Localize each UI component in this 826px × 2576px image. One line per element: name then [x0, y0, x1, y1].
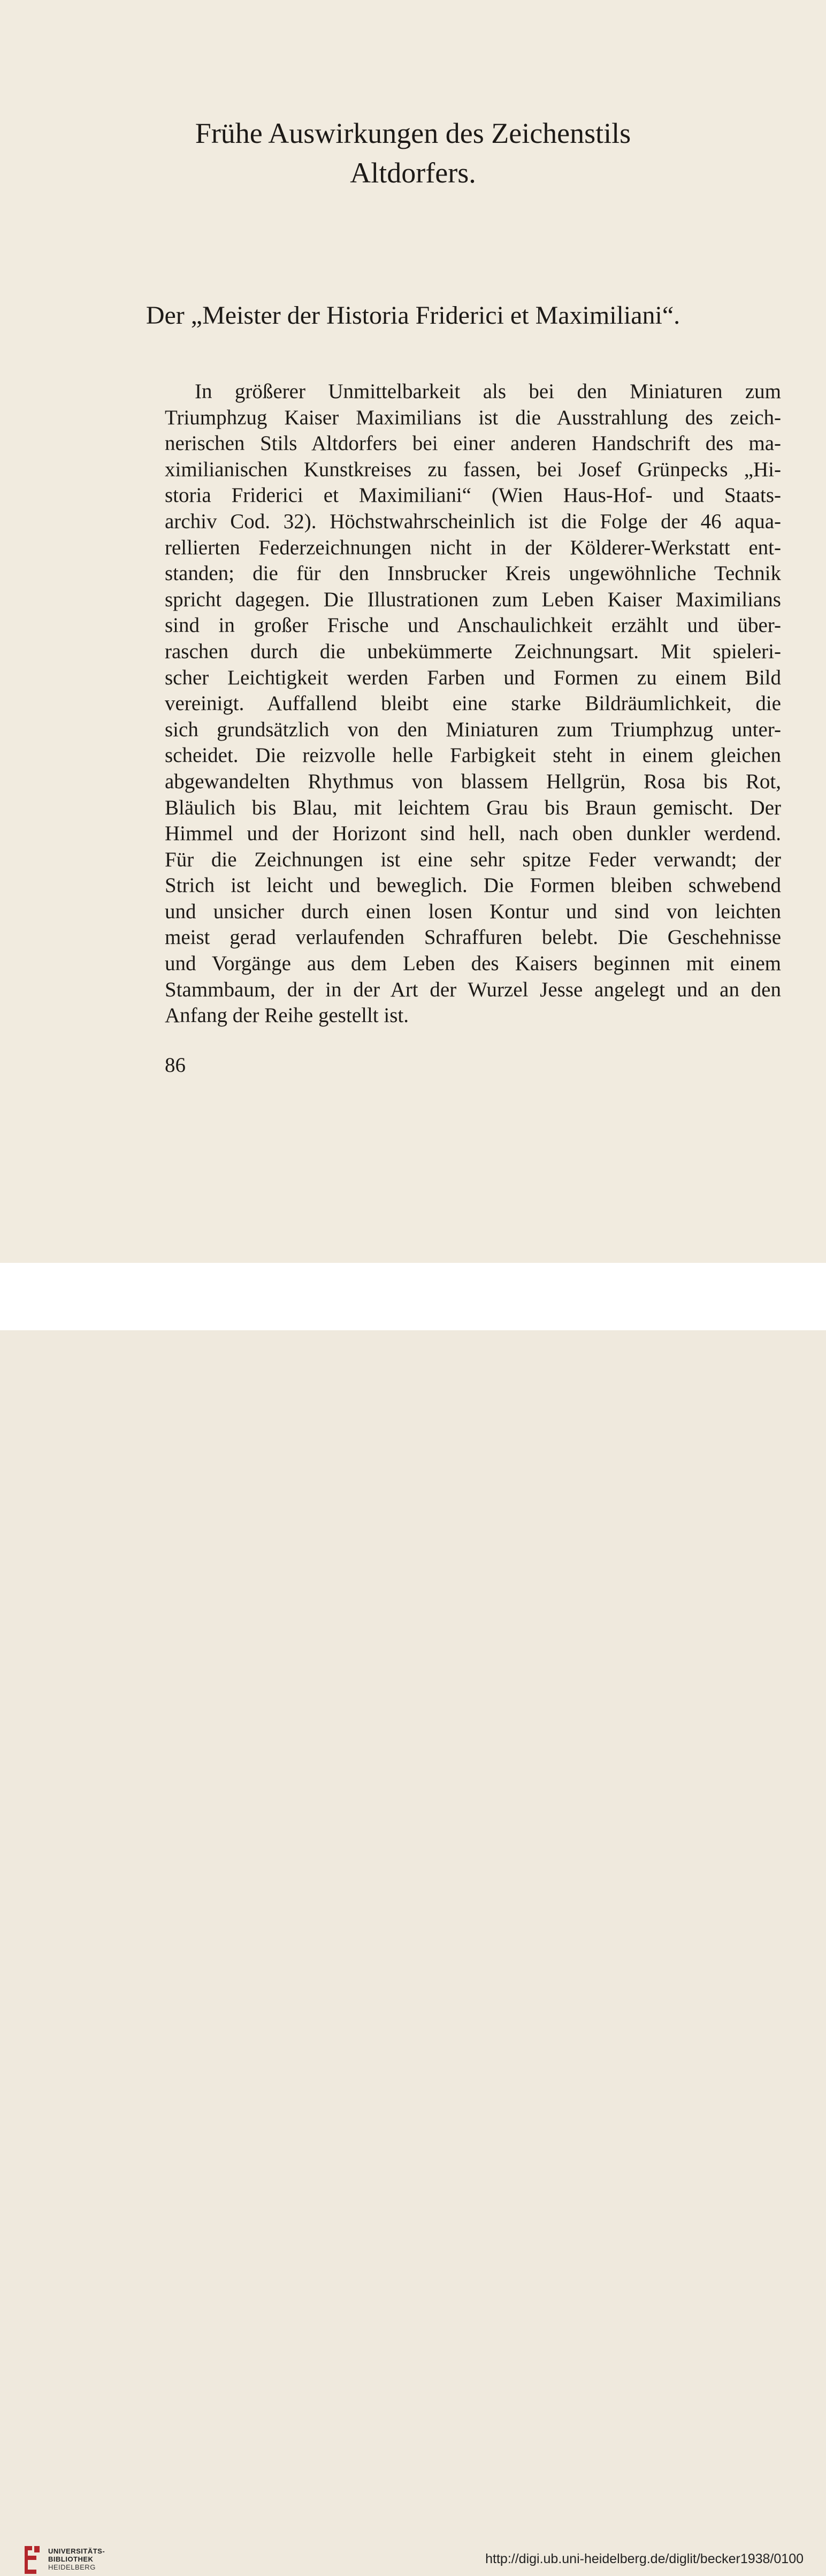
paragraph-line: scher Leichtigkeit werden Farben und Formen zu einem Bild — [165, 666, 781, 689]
paragraph-line: abgewandelten Rhythmus von blassem Hellgrün, Rosa bis Rot, — [165, 769, 781, 793]
paragraph-line: sind in großer Frische und Anschaulichkeit erzählt und über- — [165, 614, 781, 637]
chapter-title — [0, 113, 826, 193]
section-title: Der „Meister der Historia Friderici et Maximiliani“. — [146, 301, 680, 330]
paragraph-line: und unsicher durch einen losen Kontur und sind von leichten — [165, 900, 781, 923]
paragraph-line: vereinigt. Auffallend bleibt eine starke Bildräumlichkeit, die — [165, 692, 781, 715]
page-number: 86 — [165, 1054, 186, 1077]
paragraph-line: meist gerad verlaufenden Schraffuren belebt. Die Geschehnisse — [165, 926, 781, 949]
logo-line-2: BIBLIOTHEK — [48, 2555, 94, 2563]
paragraph-line: sich grundsätzlich von den Miniaturen zum Triumphzug unter- — [165, 718, 781, 741]
body-paragraph — [165, 379, 781, 1029]
library-logo-text — [48, 2547, 105, 2571]
library-logo-icon — [22, 2544, 42, 2576]
chapter-title-line-2: Altdorfers. — [350, 157, 476, 189]
paragraph-line: standen; die für den Innsbrucker Kreis ungewöhnliche Technik — [165, 562, 781, 585]
paragraph-line: In größerer Unmittelbarkeit als bei den Miniaturen zum — [195, 380, 781, 403]
paragraph-line: Strich ist leicht und beweglich. Die Formen bleiben schwebend — [165, 874, 781, 897]
paragraph-line: Stammbaum, der in der Art der Wurzel Jesse angelegt und an den — [165, 978, 781, 1001]
paragraph-line: scheidet. Die reizvolle helle Farbigkeit steht in einem gleichen — [165, 744, 781, 767]
scanned-page — [0, 0, 826, 1263]
paragraph-line: Anfang der Reihe gestellt ist. — [165, 1004, 409, 1027]
paragraph-line: Für die Zeichnungen ist eine sehr spitze Feder verwandt; der — [165, 848, 781, 871]
paragraph-line: ximilianischen Kunstkreises zu fassen, bei Josef Grünpecks „Hi- — [165, 458, 781, 481]
paragraph-line: raschen durch die unbekümmerte Zeichnungsart. Mit spieleri- — [165, 639, 781, 663]
paragraph-line: archiv Cod. 32). Höchstwahrscheinlich ist die Folge der 46 aqua- — [165, 509, 781, 533]
paragraph-line: und Vorgänge aus dem Leben des Kaisers beginnen mit einem — [165, 952, 781, 975]
paragraph-line: Himmel und der Horizont sind hell, nach oben dunkler werdend. — [165, 822, 781, 845]
paragraph-line: nerischen Stils Altdorfers bei einer anderen Handschrift des ma- — [165, 432, 781, 455]
paragraph-line: storia Friderici et Maximiliani“ (Wien Haus-Hof- und Staats- — [165, 484, 781, 507]
footer-bar — [0, 1263, 826, 2571]
paragraph-line: Bläulich bis Blau, mit leichtem Grau bis Braun gemischt. Der — [165, 796, 781, 819]
permalink-url[interactable]: http://digi.ub.uni-heidelberg.de/diglit/becker1938/0100 — [485, 2551, 804, 2566]
paragraph-line: spricht dagegen. Die Illustrationen zum Leben Kaiser Maximilians — [165, 588, 781, 611]
logo-line-1: UNIVERSITÄTS- — [48, 2547, 105, 2555]
chapter-title-line-1: Frühe Auswirkungen des Zeichenstils — [195, 117, 631, 149]
logo-line-3: HEIDELBERG — [48, 2563, 96, 2571]
paragraph-line: Triumphzug Kaiser Maximilians ist die Ausstrahlung des zeich- — [165, 406, 781, 429]
paragraph-line: rellierten Federzeichnungen nicht in der Kölderer-Werkstatt ent- — [165, 536, 781, 559]
